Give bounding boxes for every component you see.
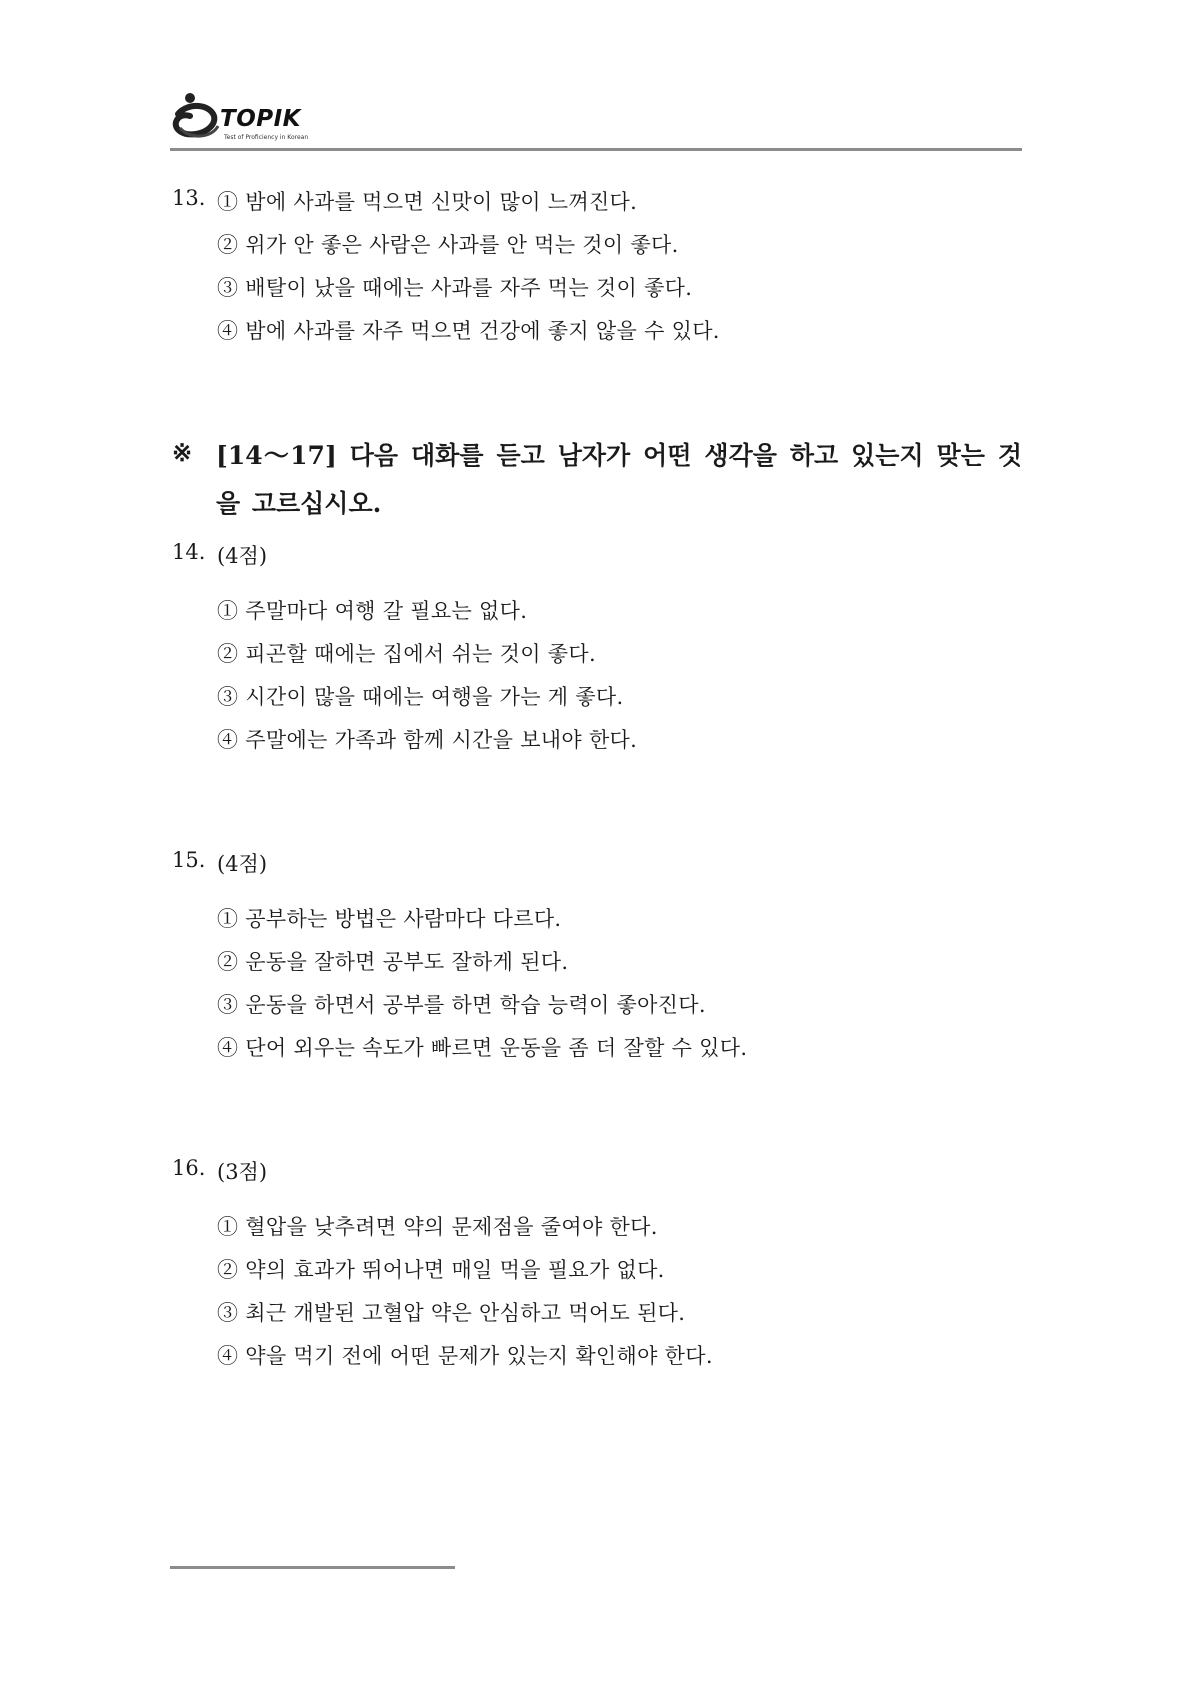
- question-15-choice-3: ③ 운동을 하면서 공부를 하면 학습 능력이 좋아진다.: [217, 993, 706, 1017]
- header-divider: [170, 148, 1022, 151]
- question-16-choice-1: ① 혈압을 낮추려면 약의 문제점을 줄여야 한다.: [217, 1215, 658, 1239]
- question-16-number: 16.: [172, 1156, 206, 1180]
- topik-logo: [170, 92, 320, 148]
- question-16-choice-2: ② 약의 효과가 뛰어나면 매일 먹을 필요가 없다.: [217, 1258, 665, 1282]
- question-15-choice-4: ④ 단어 외우는 속도가 빠르면 운동을 좀 더 잘할 수 있다.: [217, 1036, 748, 1060]
- question-14-choice-1: ① 주말마다 여행 갈 필요는 없다.: [217, 599, 528, 623]
- question-13-choice-4: ④ 밤에 사과를 자주 먹으면 건강에 좋지 않을 수 있다.: [217, 319, 720, 343]
- section-reference-mark: ※: [172, 438, 193, 467]
- question-15-points: (4점): [217, 852, 268, 876]
- question-13-choice-1: ① 밤에 사과를 먹으면 신맛이 많이 느껴진다.: [217, 190, 638, 214]
- question-13-choice-3: ③ 배탈이 났을 때에는 사과를 자주 먹는 것이 좋다.: [217, 276, 693, 300]
- question-15-number: 15.: [172, 848, 206, 872]
- question-15-choice-2: ② 운동을 잘하면 공부도 잘하게 된다.: [217, 950, 569, 974]
- section-instruction: [14～17] 다음 대화를 듣고 남자가 어떤 생각을 하고 있는지 맞는 것을 고르십시오.: [216, 441, 1022, 518]
- footer-divider: [170, 1566, 455, 1569]
- topik-wordmark: TOPIK: [220, 106, 301, 132]
- question-14-points: (4점): [217, 544, 268, 568]
- topik-subtitle: Test of Proficiency in Korean: [224, 134, 309, 141]
- question-14-choice-3: ③ 시간이 많을 때에는 여행을 가는 게 좋다.: [217, 685, 624, 709]
- topik-emblem-icon: [170, 92, 222, 146]
- question-14-choice-2: ② 피곤할 때에는 집에서 쉬는 것이 좋다.: [217, 642, 596, 666]
- question-13-choice-2: ② 위가 안 좋은 사람은 사과를 안 먹는 것이 좋다.: [217, 233, 679, 257]
- question-16-choice-3: ③ 최근 개발된 고혈압 약은 안심하고 먹어도 된다.: [217, 1301, 686, 1325]
- question-16-points: (3점): [217, 1160, 268, 1184]
- question-15-choice-1: ① 공부하는 방법은 사람마다 다르다.: [217, 907, 562, 931]
- question-14-number: 14.: [172, 540, 206, 564]
- question-16-choice-4: ④ 약을 먹기 전에 어떤 문제가 있는지 확인해야 한다.: [217, 1344, 713, 1368]
- question-14-choice-4: ④ 주말에는 가족과 함께 시간을 보내야 한다.: [217, 728, 638, 752]
- question-13-number: 13.: [172, 186, 206, 210]
